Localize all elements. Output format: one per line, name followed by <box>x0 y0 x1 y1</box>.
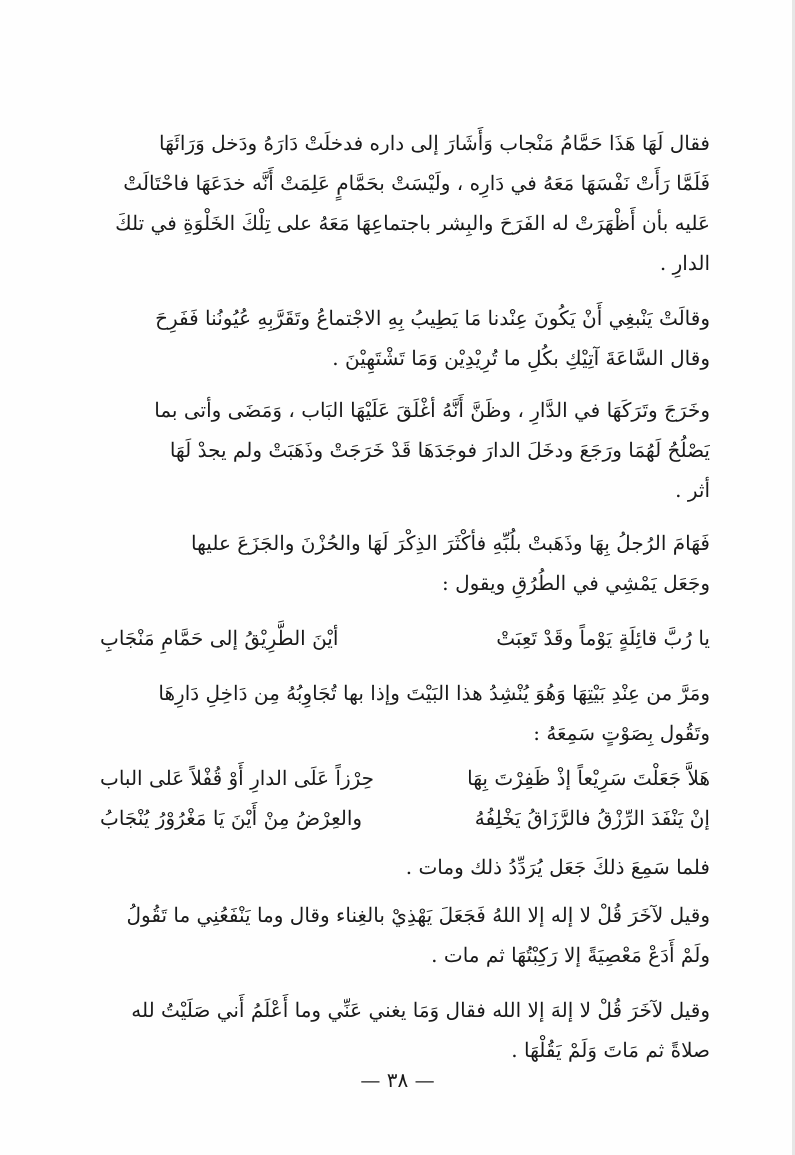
verse-hemistich-left: والعِرْضُ مِنْ أَيْنَ يَا مَغْرُوْرُ يُنْجَابُ <box>100 806 363 830</box>
text-line: يَصْلُحُ لَهُمَا ورَجَعَ ودخَلَ الدارَ فوجَدَهَا قَدْ خَرَجَتْ وذَهَبَتْ ولم يجدْ لَهَا <box>169 438 710 462</box>
paragraph-2 <box>100 298 710 378</box>
verse-hemistich-right: إنْ يَنْفَدَ الرِّزْقُ فالرَّزَاقُ يَخْلِفُهُ <box>474 806 710 830</box>
verse-hemistich-left: أيْنَ الطَّرِيْقُ إلى حَمَّامِ مَنْجَابِ <box>100 626 339 650</box>
paragraph-4 <box>100 523 710 603</box>
paragraph-1 <box>100 123 710 283</box>
text-line: وجَعَل يَمْشِي في الطُرُقِ ويقول : <box>441 571 710 595</box>
paragraph-6 <box>100 847 710 887</box>
text-line: ولَمْ أَدَعْ مَعْصِيَةً إلا رَكِبْتُهَا ثم مات . <box>431 943 710 967</box>
text-line: وقال السَّاعَةَ آتِيْكِ بكُلِ ما تُرِيْدِيْن وَمَا تَشْتَهِيْنَ . <box>332 346 710 370</box>
verse-line <box>100 618 710 658</box>
text-line: ومَرَّ من عِنْدِ بَيْتِهَا وَهُوَ يُنْشِدُ هذا البَيْتَ وإذا بها تُجَاوِبُهُ مِن دَاخِلِ دَارِهَا <box>158 681 710 705</box>
text-line: أثر . <box>675 478 710 502</box>
paragraph-8 <box>100 990 710 1070</box>
page-number: — ٣٨ — <box>360 1068 435 1092</box>
text-line: فقال لَهَا هَذَا حَمَّامُ مَنْجاب وَأَشَارَ إلى داره فدخلَتْ دَارَهُ ودَخل وَرَائَهَا <box>159 131 710 155</box>
verse-line <box>100 798 710 838</box>
paragraph-3 <box>100 390 710 510</box>
text-line: عَليه بأن أَظْهَرَتْ له الفَرَحَ والبِشر باجتماعِهَا مَعَهُ على تِلْكَ الخَلْوَةِ في تلكَ <box>115 211 710 235</box>
verse-hemistich-left: حِرْزاً عَلَى الدارِ أَوْ قُفْلاً عَلى الباب <box>100 766 375 790</box>
verse-line <box>100 758 710 798</box>
text-line: وخَرَجَ وتَرَكَهَا في الدَّارِ ، وظَنَّ أَنَّهُ أغْلَقَ عَلَيْهَا البَاب ، وَمَضَى وأتى بما <box>154 398 710 422</box>
text-line: وقيل لآخَرَ قُلْ لا إلهَ إلا الله فقال وَمَا يغني عَنِّي وما أَعْلَمُ أَني صَلَيْتُ لله <box>131 998 710 1022</box>
verse-hemistich-right: هَلاَّ جَعَلْتَ سَرِيْعاً إذْ ظَفِرْتَ بِهَا <box>467 766 710 790</box>
text-line: وتَقُول بِصَوْتٍ سَمِعَهُ : <box>533 721 710 745</box>
text-line: فلما سَمِعَ ذلكَ جَعَل يُرَدِّدُ ذلك ومات . <box>405 855 710 879</box>
text-line: فَلَمَّا رَأَتْ نَفْسَهَا مَعَهُ في دَارِه ، ولَيْسَتْ بحَمَّامٍ عَلِمَتْ أَنَّه خدَعَهَا فاحْتَالَتْ <box>123 171 710 195</box>
text-line: وقيل لآخَرَ قُلْ لا إله إلا اللهُ فَجَعَلَ يَهْذِيْ بالغِناء وقال وما يَنْفَعُنِي ما تَقُولُ <box>126 903 710 927</box>
paragraph-5 <box>100 673 710 753</box>
text-line: الدارِ . <box>659 251 710 275</box>
verse-1 <box>100 618 710 658</box>
text-line: صلاةً ثم مَاتَ وَلَمْ يَقُلْهَا . <box>511 1038 710 1062</box>
verse-2 <box>100 758 710 838</box>
text-line: وقالَتْ يَنْبغِي أَنْ يَكُونَ عِنْدنا مَا يَطِيبُ بِهِ الاجْتماعُ وتَقَرَّبِهِ عُيُونُنا فَفَرِحَ <box>155 306 710 330</box>
paragraph-7 <box>100 895 710 975</box>
verse-hemistich-right: يا رُبَّ قائِلَةٍ يَوْماً وقَدْ تَعِبَتْ <box>496 626 710 650</box>
text-line: فَهَامَ الرُجلُ بِهَا وذَهَبتْ بلُبِّهِ فأكْثَرَ الذِكْرَ لَهَا والحُزْنَ والجَزَعَ عليها <box>190 531 710 555</box>
